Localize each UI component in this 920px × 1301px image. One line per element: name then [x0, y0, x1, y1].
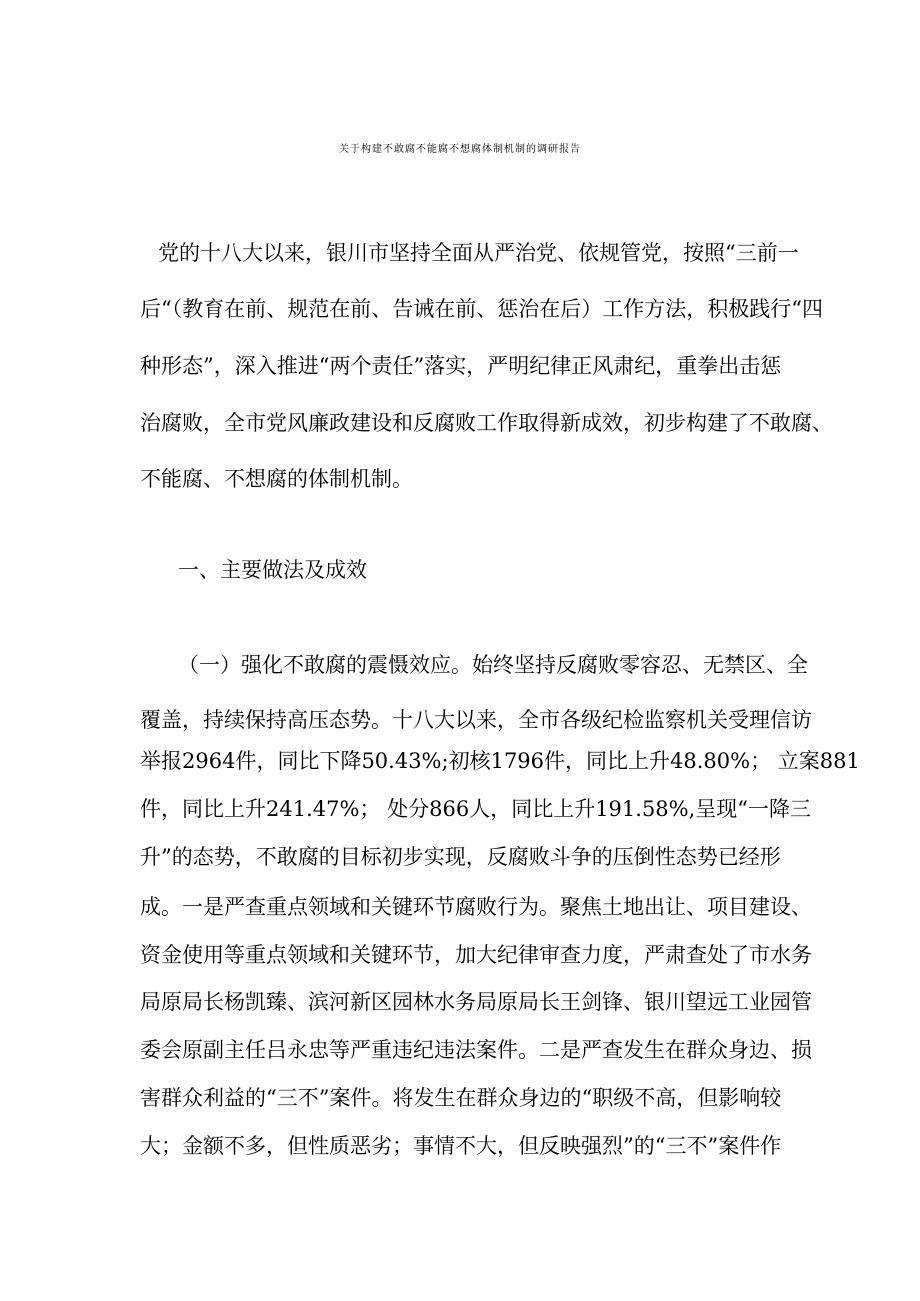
- body-line: 成。一是严查重点领域和关键环节腐败行为。聚焦土地出让、项目建设、: [140, 895, 812, 919]
- body-line: （一）强化不敢腐的震慑效应。始终坚持反腐败零容忍、无禁区、全: [178, 653, 808, 677]
- body-line: 局原局长杨凯臻、滨河新区园林水务局原局长王剑锋、银川望远工业园管: [140, 990, 812, 1014]
- body-line: 覆盖，持续保持高压态势。十八大以来，全市各级纪检监察机关受理信访: [140, 708, 812, 732]
- body-line: 资金使用等重点领域和关键环节，加大纪律审查力度，严肃查处了市水务: [140, 943, 812, 967]
- document-title: 关于构建不敢腐不能腐不想腐体制机制的调研报告: [339, 144, 581, 155]
- intro-line: 后“（教育在前、规范在前、告诫在前、惩治在后）工作方法，积极践行“四: [140, 297, 823, 321]
- intro-line: 治腐败，全市党风廉政建设和反腐败工作取得新成效，初步构建了不敢腐、: [140, 411, 833, 435]
- intro-line: 种形态”，深入推进“两个责任”落实，严明纪律正风肃纪，重拳出击惩: [140, 354, 782, 378]
- intro-line: 党的十八大以来，银川市坚持全面从严治党、依规管党，按照“三前一: [158, 241, 799, 265]
- intro-line: 不能腐、不想腐的体制机制。: [140, 467, 413, 491]
- body-line: 升”的态势，不敢腐的目标初步实现，反腐败斗争的压倒性态势已经形: [140, 845, 781, 869]
- body-line: 委会原副主任吕永忠等严重违纪违法案件。二是严查发生在群众身边、损: [140, 1038, 812, 1062]
- body-line: 件，同比上升241.47%； 处分866人，同比上升191.58%,呈现“一降三: [140, 797, 812, 821]
- body-line: 举报2964件，同比下降50.43%;初核1796件，同比上升48.80%； 立案881: [140, 749, 860, 773]
- section-heading: 一、主要做法及成效: [178, 558, 367, 582]
- body-line: 害群众利益的“三不”案件。将发生在群众身边的“职级不高，但影响较: [140, 1086, 782, 1110]
- body-line: 大；金额不多，但性质恶劣；事情不大，但反映强烈”的“三不”案件作: [140, 1134, 782, 1158]
